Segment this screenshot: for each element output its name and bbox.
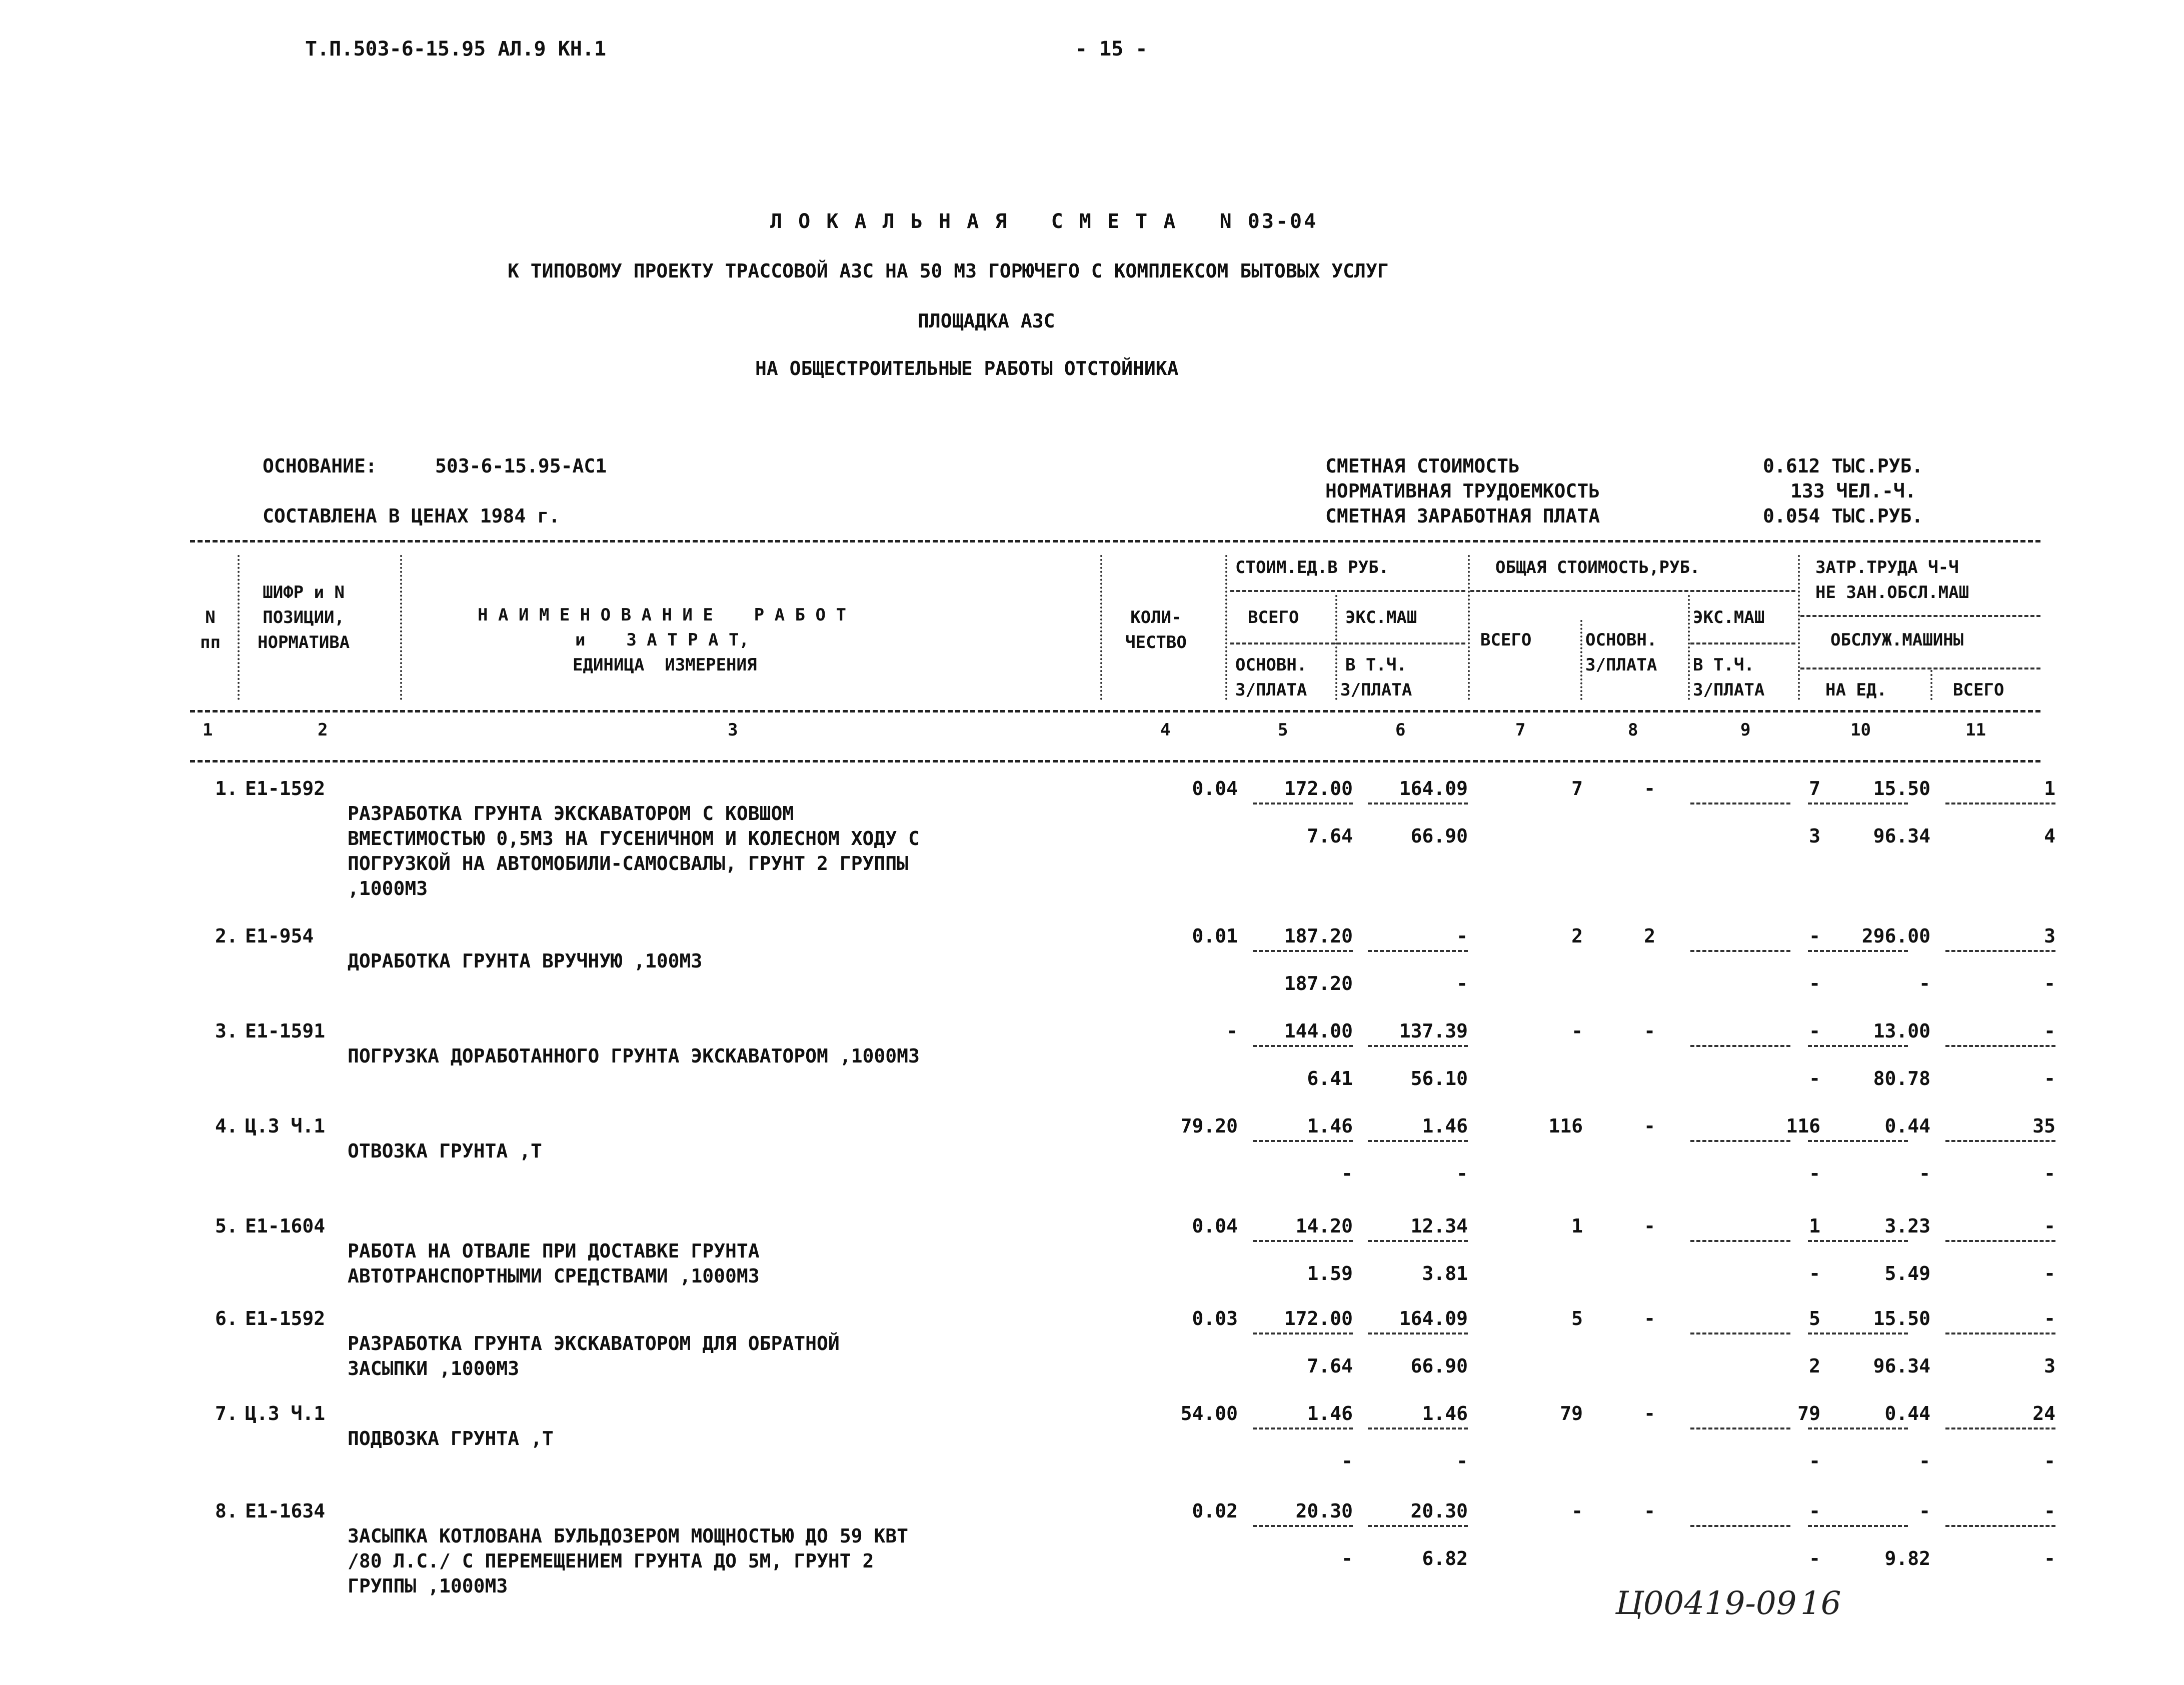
col-divider: [1335, 595, 1337, 700]
estimate-title: Л О К А Л Ь Н А Я С М Е Т А N 03-04: [770, 210, 1318, 233]
row-value-c7: -: [1571, 1020, 1583, 1042]
project-subtitle: К ТИПОВОМУ ПРОЕКТУ ТРАССОВОЙ АЗС НА 50 МЗ ГОРЮЧЕГО С КОМПЛЕКСОМ БЫТОВЫХ УСЛУГ: [508, 260, 1389, 282]
row-subdivider: [1253, 1140, 1353, 1142]
col5-header-b: ОСНОВН.: [1235, 655, 1307, 675]
row-subdivider: [1690, 950, 1790, 952]
header-divider: [1230, 590, 1465, 592]
basis-label: ОСНОВАНИЕ:: [263, 455, 377, 477]
unit-cost-header: СТОИМ.ЕД.В РУБ.: [1235, 558, 1389, 578]
row-subdivider: [1945, 802, 2055, 804]
row-value-c11: 1: [2044, 778, 2055, 800]
colnum: 3: [728, 720, 738, 740]
col9-header-c: З/ПЛАТА: [1693, 680, 1765, 700]
row-subdivider: [1368, 1525, 1468, 1527]
row-subdivider: [1808, 1140, 1908, 1142]
header-divider: [1470, 590, 1795, 592]
row-subdivider: [1690, 1045, 1790, 1047]
row-description: РАБОТА НА ОТВАЛЕ ПРИ ДОСТАВКЕ ГРУНТА: [348, 1240, 760, 1262]
col-num-header: N пп: [200, 608, 221, 652]
site-subtitle: ПЛОЩАДКА АЗС: [918, 310, 1055, 332]
col-code-header: ШИФР и N ПОЗИЦИИ, НОРМАТИВА: [258, 582, 350, 652]
row-value-c5b: -: [1341, 1548, 1353, 1570]
row-subdivider: [1808, 1428, 1908, 1430]
row-value-c9b: 2: [1809, 1355, 1820, 1377]
row-value-c6b: 66.90: [1410, 825, 1468, 847]
col-divider: [1930, 670, 1932, 700]
row-subdivider: [1690, 1332, 1790, 1334]
row-value-c6b: -: [1456, 1450, 1468, 1472]
row-number: 2.: [215, 925, 238, 947]
row-value-c10b: -: [1919, 1162, 1930, 1184]
row-value-c10: 13.00: [1873, 1020, 1930, 1042]
row-value-c9b: 3: [1809, 825, 1820, 847]
row-value-c6: 164.09: [1399, 1308, 1468, 1330]
col6-header-a: ЭКС.МАШ: [1345, 608, 1417, 628]
row-value-c8: -: [1644, 778, 1655, 800]
row-description: АВТОТРАНСПОРТНЫМИ СРЕДСТВАМИ ,1000МЗ: [348, 1265, 760, 1287]
row-value-c11b: -: [2044, 1262, 2055, 1284]
row-description: ДОРАБОТКА ГРУНТА ВРУЧНУЮ ,100МЗ: [348, 950, 703, 972]
row-value-c10: 0.44: [1884, 1402, 1930, 1424]
row-value-c10: 296.00: [1861, 925, 1930, 947]
row-value-c8: -: [1644, 1020, 1655, 1042]
colnum: 6: [1395, 720, 1406, 740]
basis-value: 503-6-15.95-АС1: [435, 455, 607, 477]
row-value-c11b: -: [2044, 1548, 2055, 1570]
row-value-c8: 2: [1644, 925, 1655, 947]
row-value-c6: 1.46: [1422, 1115, 1468, 1137]
row-value-c9b: -: [1809, 1162, 1820, 1184]
row-value-c7: 5: [1571, 1308, 1583, 1330]
row-description: ЗАСЫПКИ ,1000МЗ: [348, 1358, 520, 1380]
cost-label: СМЕТНАЯ СТОИМОСТЬ: [1325, 455, 1520, 477]
row-value-c11b: 4: [2044, 825, 2055, 847]
row-quantity: 0.01: [1192, 925, 1238, 947]
row-number: 5.: [215, 1215, 238, 1237]
row-value-c10: 15.50: [1873, 778, 1930, 800]
row-quantity: 0.03: [1192, 1308, 1238, 1330]
row-value-c11b: -: [2044, 972, 2055, 994]
row-value-c10b: 96.34: [1873, 825, 1930, 847]
row-value-c8: -: [1644, 1215, 1655, 1237]
row-value-c7: 1: [1571, 1215, 1583, 1237]
row-value-c5: 144.00: [1284, 1020, 1353, 1042]
header-bottom-rule: [190, 710, 2040, 712]
row-value-c6b: 66.90: [1410, 1355, 1468, 1377]
col-divider: [400, 555, 402, 700]
row-value-c7: 79: [1560, 1402, 1583, 1424]
row-description: ПОДВОЗКА ГРУНТА ,Т: [348, 1428, 554, 1450]
row-subdivider: [1808, 950, 1908, 952]
total-cost-header: ОБЩАЯ СТОИМОСТЬ,РУБ.: [1495, 558, 1700, 578]
row-value-c10b: 96.34: [1873, 1355, 1930, 1377]
row-quantity: 54.00: [1180, 1402, 1238, 1424]
row-value-c8: -: [1644, 1500, 1655, 1522]
wage-value: 0.054 ТЫС.РУБ.: [1763, 505, 1923, 527]
row-value-c11b: -: [2044, 1068, 2055, 1090]
row-value-c6b: 3.81: [1422, 1262, 1468, 1284]
row-value-c5: 172.00: [1284, 1308, 1353, 1330]
row-subdivider: [1945, 1140, 2055, 1142]
row-subdivider: [1253, 950, 1353, 952]
row-code: Е1-954: [245, 925, 314, 947]
row-code: Е1-1604: [245, 1215, 326, 1237]
row-description: /80 Л.С./ С ПЕРЕМЕЩЕНИЕМ ГРУНТА ДО 5М, ГРУНТ 2: [348, 1550, 874, 1572]
row-code: Ц.3 Ч.1: [245, 1402, 326, 1424]
col7-header: ВСЕГО: [1480, 630, 1532, 650]
col9-header-a: ЭКС.МАШ: [1693, 608, 1765, 628]
row-value-c11b: -: [2044, 1162, 2055, 1184]
row-quantity: 79.20: [1180, 1115, 1238, 1137]
row-value-c5: 14.20: [1295, 1215, 1353, 1237]
row-value-c9: 1: [1809, 1215, 1820, 1237]
colnum: 7: [1515, 720, 1526, 740]
row-subdivider: [1945, 1240, 2055, 1242]
row-value-c10b: 9.82: [1884, 1548, 1930, 1570]
row-subdivider: [1253, 802, 1353, 804]
row-subdivider: [1368, 802, 1468, 804]
row-value-c10b: 5.49: [1884, 1262, 1930, 1284]
row-subdivider: [1945, 1428, 2055, 1430]
col-divider: [1688, 595, 1690, 700]
row-number: 6.: [215, 1308, 238, 1330]
col10-header: НА ЕД.: [1825, 680, 1887, 700]
row-value-c9: 5: [1809, 1308, 1820, 1330]
col8-header-a: ОСНОВН.: [1585, 630, 1657, 650]
row-description: ПОГРУЗКОЙ НА АВТОМОБИЛИ-САМОСВАЛЫ, ГРУНТ 2 ГРУППЫ: [348, 852, 909, 874]
row-value-c9: -: [1809, 1020, 1820, 1042]
row-code: Ц.3 Ч.1: [245, 1115, 326, 1137]
header-divider: [1230, 642, 1465, 644]
col8-header-b: З/ПЛАТА: [1585, 655, 1657, 675]
colnum: 11: [1965, 720, 1986, 740]
colnum: 2: [318, 720, 328, 740]
row-value-c5b: 187.20: [1284, 972, 1353, 994]
row-subdivider: [1368, 1428, 1468, 1430]
row-quantity: -: [1226, 1020, 1238, 1042]
row-subdivider: [1690, 802, 1790, 804]
row-value-c6b: 6.82: [1422, 1548, 1468, 1570]
row-value-c6: 12.34: [1410, 1215, 1468, 1237]
row-value-c5b: 7.64: [1307, 1355, 1353, 1377]
row-value-c11: 3: [2044, 925, 2055, 947]
prices-label: СОСТАВЛЕНА В ЦЕНАХ 1984 г.: [263, 505, 560, 527]
row-subdivider: [1690, 1525, 1790, 1527]
row-value-c11: 24: [2032, 1402, 2055, 1424]
row-value-c7: 2: [1571, 925, 1583, 947]
row-value-c9b: -: [1809, 1262, 1820, 1284]
table-top-rule: [190, 540, 2040, 542]
colnum: 9: [1740, 720, 1751, 740]
row-value-c7: -: [1571, 1500, 1583, 1522]
row-quantity: 0.02: [1192, 1500, 1238, 1522]
row-value-c7: 7: [1571, 778, 1583, 800]
col9-header-b: В Т.Ч.: [1693, 655, 1754, 675]
row-value-c10b: 80.78: [1873, 1068, 1930, 1090]
row-subdivider: [1368, 950, 1468, 952]
row-value-c9b: -: [1809, 972, 1820, 994]
row-description: ,1000МЗ: [348, 878, 428, 900]
row-subdivider: [1253, 1525, 1353, 1527]
row-number: 8.: [215, 1500, 238, 1522]
row-value-c9b: -: [1809, 1450, 1820, 1472]
row-code: Е1-1634: [245, 1500, 326, 1522]
cost-value: 0.612 ТЫС.РУБ.: [1763, 455, 1923, 477]
row-subdivider: [1808, 1045, 1908, 1047]
col-divider: [1100, 555, 1102, 700]
row-value-c10: 15.50: [1873, 1308, 1930, 1330]
labor-header: ЗАТР.ТРУДА Ч-Ч: [1815, 558, 1959, 578]
row-subdivider: [1368, 1332, 1468, 1334]
row-value-c5: 20.30: [1295, 1500, 1353, 1522]
row-value-c6: 164.09: [1399, 778, 1468, 800]
row-value-c6: 137.39: [1399, 1020, 1468, 1042]
row-subdivider: [1945, 1525, 2055, 1527]
row-value-c9b: -: [1809, 1548, 1820, 1570]
col6-header-c: З/ПЛАТА: [1340, 680, 1412, 700]
row-description: ГРУППЫ ,1000МЗ: [348, 1575, 508, 1597]
col-name-header-3: ЕДИНИЦА ИЗМЕРЕНИЯ: [573, 655, 757, 675]
row-value-c11b: 3: [2044, 1355, 2055, 1377]
row-value-c5b: 1.59: [1307, 1262, 1353, 1284]
row-subdivider: [1368, 1240, 1468, 1242]
row-value-c11: -: [2044, 1020, 2055, 1042]
row-value-c8: -: [1644, 1115, 1655, 1137]
row-description: ОТВОЗКА ГРУНТА ,Т: [348, 1140, 542, 1162]
service-header: ОБСЛУЖ.МАШИНЫ: [1830, 630, 1964, 650]
colnum: 5: [1278, 720, 1288, 740]
row-value-c11b: -: [2044, 1450, 2055, 1472]
row-code: Е1-1591: [245, 1020, 326, 1042]
row-quantity: 0.04: [1192, 778, 1238, 800]
row-number: 7.: [215, 1402, 238, 1424]
col-divider: [1468, 555, 1470, 700]
row-value-c11: -: [2044, 1500, 2055, 1522]
row-subdivider: [1368, 1045, 1468, 1047]
row-value-c6b: -: [1456, 1162, 1468, 1184]
col-name-header-2: и З А Т Р А Т,: [575, 630, 749, 650]
colnum: 8: [1628, 720, 1638, 740]
row-value-c8: -: [1644, 1402, 1655, 1424]
row-subdivider: [1253, 1428, 1353, 1430]
row-value-c10b: -: [1919, 1450, 1930, 1472]
row-value-c11: 35: [2032, 1115, 2055, 1137]
row-code: Е1-1592: [245, 1308, 326, 1330]
row-number: 4.: [215, 1115, 238, 1137]
row-value-c10b: -: [1919, 972, 1930, 994]
row-subdivider: [1253, 1332, 1353, 1334]
row-subdivider: [1945, 1332, 2055, 1334]
row-description: РАЗРАБОТКА ГРУНТА ЭКСКАВАТОРОМ С КОВШОМ: [348, 802, 794, 824]
row-value-c6b: -: [1456, 972, 1468, 994]
col-divider: [1225, 555, 1227, 700]
row-value-c5b: 7.64: [1307, 825, 1353, 847]
colnum: 10: [1850, 720, 1871, 740]
col-divider: [1580, 620, 1582, 700]
row-value-c6: -: [1456, 925, 1468, 947]
row-subdivider: [1690, 1240, 1790, 1242]
header-divider: [1800, 615, 2040, 617]
col-divider: [238, 555, 240, 700]
col-qty-header: КОЛИ- ЧЕСТВО: [1125, 608, 1187, 652]
row-value-c5b: 6.41: [1307, 1068, 1353, 1090]
colnum: 1: [203, 720, 213, 740]
row-subdivider: [1945, 950, 2055, 952]
row-value-c11: -: [2044, 1308, 2055, 1330]
labor-value: 133 ЧЕЛ.-Ч.: [1790, 480, 1916, 502]
col-divider: [1798, 555, 1800, 700]
row-value-c5: 1.46: [1307, 1115, 1353, 1137]
labor-label: НОРМАТИВНАЯ ТРУДОЕМКОСТЬ: [1325, 480, 1600, 502]
row-description: ПОГРУЗКА ДОРАБОТАННОГО ГРУНТА ЭКСКАВАТОРОМ ,1000МЗ: [348, 1045, 920, 1067]
row-value-c6: 1.46: [1422, 1402, 1468, 1424]
row-number: 3.: [215, 1020, 238, 1042]
document-code: Т.П.503-6-15.95 АЛ.9 КН.1: [305, 38, 607, 60]
row-value-c5b: -: [1341, 1162, 1353, 1184]
row-subdivider: [1253, 1045, 1353, 1047]
row-value-c11: -: [2044, 1215, 2055, 1237]
row-value-c6b: 56.10: [1410, 1068, 1468, 1090]
row-value-c9b: -: [1809, 1068, 1820, 1090]
row-subdivider: [1808, 1240, 1908, 1242]
row-description: ВМЕСТИМОСТЬЮ 0,5МЗ НА ГУСЕНИЧНОМ И КОЛЕСНОМ ХОДУ С: [348, 828, 920, 850]
col5-header-a: ВСЕГО: [1248, 608, 1299, 628]
page-number: - 15 -: [1075, 38, 1148, 60]
row-value-c9: -: [1809, 1500, 1820, 1522]
handwritten-page: 16: [1800, 1585, 1841, 1622]
row-value-c9: 7: [1809, 778, 1820, 800]
col6-header-b: В Т.Ч.: [1345, 655, 1407, 675]
row-value-c5: 1.46: [1307, 1402, 1353, 1424]
row-value-c10: 0.44: [1884, 1115, 1930, 1137]
row-value-c7: 116: [1548, 1115, 1583, 1137]
row-subdivider: [1808, 1525, 1908, 1527]
row-subdivider: [1690, 1140, 1790, 1142]
colnum: 4: [1160, 720, 1171, 740]
row-value-c9: 116: [1786, 1115, 1820, 1137]
row-value-c6: 20.30: [1410, 1500, 1468, 1522]
row-value-c9: -: [1809, 925, 1820, 947]
row-subdivider: [1690, 1428, 1790, 1430]
row-value-c5b: -: [1341, 1450, 1353, 1472]
row-subdivider: [1808, 1332, 1908, 1334]
handwritten-code: Ц00419-09: [1615, 1585, 1797, 1622]
row-subdivider: [1253, 1240, 1353, 1242]
row-subdivider: [1945, 1045, 2055, 1047]
row-quantity: 0.04: [1192, 1215, 1238, 1237]
row-value-c9: 79: [1797, 1402, 1820, 1424]
col-name-header: Н А И М Е Н О В А Н И Е Р А Б О Т: [478, 605, 846, 625]
row-code: Е1-1592: [245, 778, 326, 800]
row-value-c10: -: [1919, 1500, 1930, 1522]
col5-header-c: З/ПЛАТА: [1235, 680, 1307, 700]
col11-header: ВСЕГО: [1953, 680, 2004, 700]
row-description: ЗАСЫПКА КОТЛОВАНА БУЛЬДОЗЕРОМ МОЩНОСТЬЮ ДО 59 КВТ: [348, 1525, 909, 1547]
header-divider: [1690, 642, 1795, 644]
row-subdivider: [1808, 802, 1908, 804]
row-value-c5: 187.20: [1284, 925, 1353, 947]
row-value-c10: 3.23: [1884, 1215, 1930, 1237]
row-number: 1.: [215, 778, 238, 800]
row-value-c8: -: [1644, 1308, 1655, 1330]
labor-subheader: НЕ ЗАН.ОБСЛ.МАШ: [1815, 582, 1969, 602]
wage-label: СМЕТНАЯ ЗАРАБОТНАЯ ПЛАТА: [1325, 505, 1600, 527]
body-top-rule: [190, 760, 2040, 762]
row-description: РАЗРАБОТКА ГРУНТА ЭКСКАВАТОРОМ ДЛЯ ОБРАТНОЙ: [348, 1332, 840, 1354]
works-subtitle: НА ОБЩЕСТРОИТЕЛЬНЫЕ РАБОТЫ ОТСТОЙНИКА: [755, 358, 1179, 380]
row-value-c5: 172.00: [1284, 778, 1353, 800]
header-divider: [1800, 668, 2040, 670]
row-subdivider: [1368, 1140, 1468, 1142]
